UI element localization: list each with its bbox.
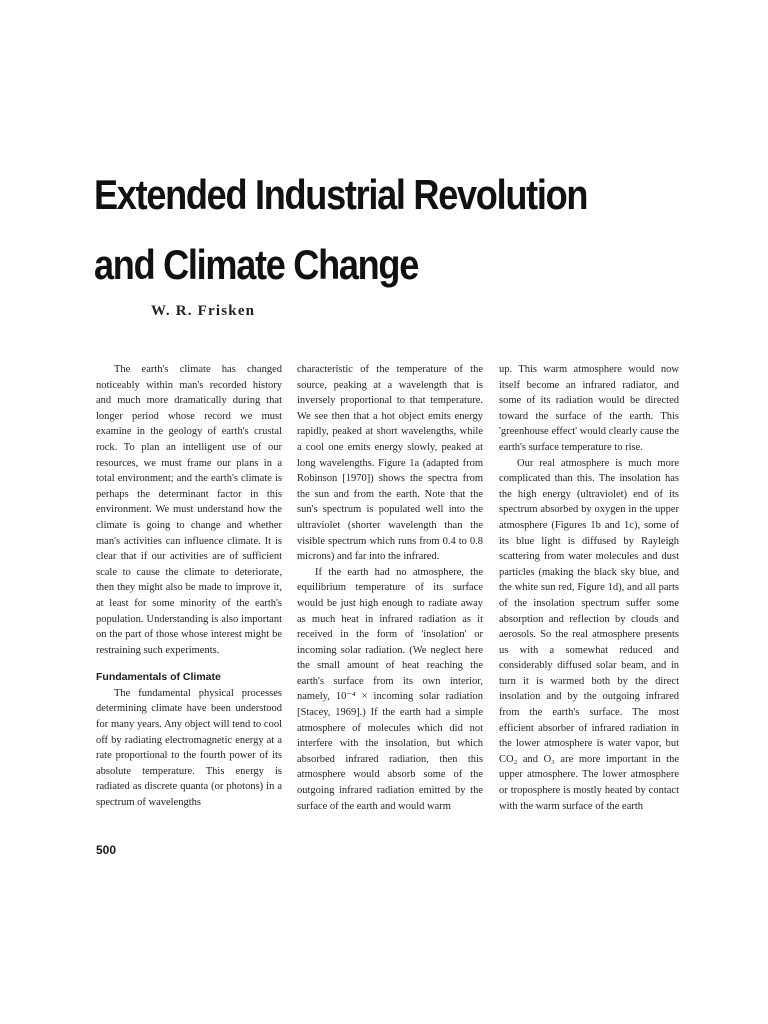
- column-1: [96, 362, 282, 811]
- section-heading: Fundamentals of Climate: [96, 671, 221, 684]
- greenhouse-paragraph: up. This warm atmosphere would now itself become an infrared radiator, and some of its radiation would be directed toward the surface of the earth. This 'greenhouse effect' would clearly cause the earth's surface temperature to rise.: [499, 364, 679, 453]
- fundamentals-paragraph: The fundamental physical processes determining climate have been understood for many years. Any object will tend to cool off by radiating electromagnetic energy at a rate proportional to the fourth power of its absolute temperature. This energy is radiated as discrete quanta (or photons) in a spectrum of wavelengths: [96, 687, 282, 809]
- no-atmosphere-paragraph: If the earth had no atmosphere, the equilibrium temperature of its surface would be just high enough to radiate away as much heat in infrared radiation as it received in the form of 'insolation' or incoming solar radiation. (We neglect here the small amount of heat reaching the earth's surface from its own interior, namely, 10⁻⁴ × incoming solar radiation [Stacey, 1969].) If the earth had a simple atmosphere of molecules which did not interfere with the insolation, but which absorbed infrared radiation, then this atmosphere would absorb some of the outgoing infrared radiation emitted by the surface of the earth and would warm: [297, 566, 483, 812]
- spectrum-paragraph: characteristic of the temperature of the source, peaking at a wavelength that is inversely proportional to that temperature. We see then that a hot object emits energy rapidly, peaked at short wavelengths, while a cool one emits energy slowly, peaked at long wavelengths. Figure 1a (adapted from Robinson [1970]) shows the spectra from the sun and from the earth. Note that the sun's spectrum is populated well into the ultraviolet (shorter wavelength than the visible spectrum which runs from 0.4 to 0.8 microns) and far into the infrared.: [297, 364, 483, 563]
- title-line-1: Extended Industrial Revolution: [94, 171, 588, 218]
- intro-paragraph: The earth's climate has changed noticeably within man's recorded history and much more dramatically during that longer period whose record we must examine in the geology of earth's crustal rock. To plan an intelligent use of our resources, we must frame our plans in a total environment; and the earth's climate is perhaps the determinant factor in this environment. We must understand how the climate is going to change and whether man's activities can influence climate. It is clear that if our activities are of sufficient scale to cause the climate to deteriorate, then they might also be made to improve it, at least for some minority of the earth's population. Understanding is also important on the part of those whose interest might be restraining such experiments.: [96, 364, 282, 656]
- author-name: W. R. Frisken: [151, 303, 256, 319]
- column-3: [499, 362, 679, 814]
- article-title: [94, 160, 627, 300]
- column-2: [297, 362, 483, 814]
- title-line-2: and Climate Change: [94, 241, 419, 288]
- page-number: 500: [96, 843, 117, 857]
- real-atmosphere-paragraph: Our real atmosphere is much more complicated than this. The insolation has the high energy (ultraviolet) end of its spectrum absorbed by oxygen in the upper atmosphere (Figures 1b and 1c), some of its blue light is diffused by Rayleigh scattering from water molecules and dust particles (making the black sky blue, and the white sun red, Figure 1d), and all parts of the insolation spectrum suffer some absorption and reflection by clouds and aerosols. So the real atmosphere presents us with a somewhat reduced and considerably diffused solar beam, and in turn it is warmed both by the direct insolation and by the outgoing infrared from the earth's surface. The most efficient absorber of infrared radiation in the lower atmosphere is water vapor, but CO₂ and O₃ are more important in the upper atmosphere. The lower atmosphere or troposphere is mostly heated by contact with the warm surface of the earth: [499, 457, 679, 812]
